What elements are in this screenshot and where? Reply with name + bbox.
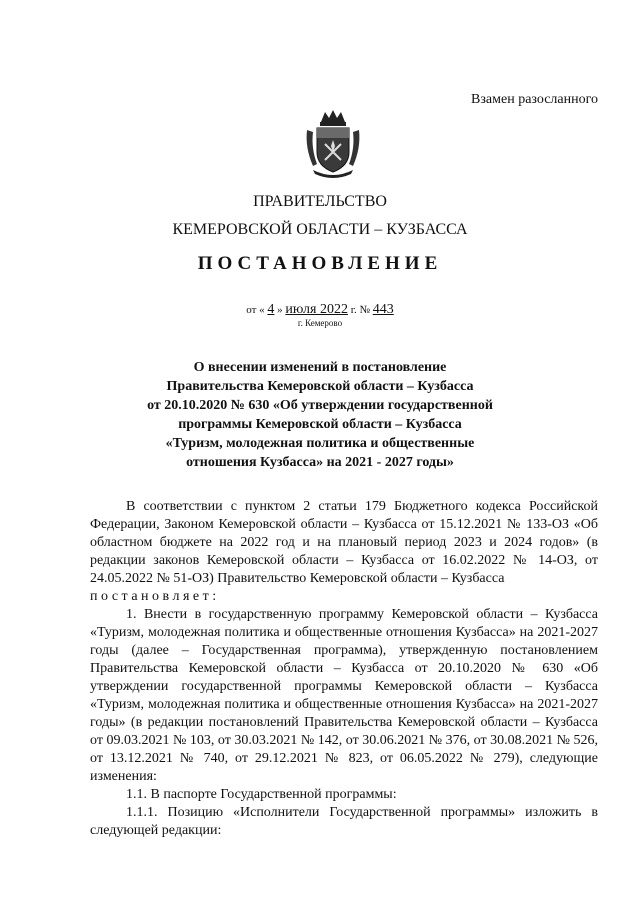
- authority-line-1: ПРАВИТЕЛЬСТВО: [253, 193, 387, 210]
- paragraph-preamble: В соответствии с пунктом 2 статьи 179 Бюджетного кодекса Российской Федерации, Законом Кемеровской области – Кузбасса от 15.12.2021 № 133-ОЗ «Об областном бюджете на 2022 год и на плановый период 2023 и 2024 годов» (в редакции законов Кемеровской области – Кузбасса от 16.02.2022 № 14-ОЗ, от 24.05.2022 № 51-ОЗ) Правительство Кемеровской области – Кузбасса: [90, 499, 598, 586]
- document-heading: [90, 358, 550, 472]
- document-type: ПОСТАНОВЛЕНИЕ: [197, 253, 443, 274]
- date-day: 4: [267, 302, 275, 317]
- date-prefix: от «: [246, 304, 265, 316]
- date-month-year: июля 2022: [285, 302, 348, 317]
- paragraph-1-1: 1.1. В паспорте Государственной программы:: [126, 787, 397, 802]
- heading-line: от 20.10.2020 № 630 «Об утверждении государственной: [147, 398, 493, 413]
- document-body: [90, 498, 598, 840]
- date-line: [0, 302, 640, 318]
- heading-line: «Туризм, молодежная политика и общественные: [165, 436, 475, 451]
- decree-verb: постановляет:: [90, 589, 220, 604]
- paragraph-1: 1. Внести в государственную программу Кемеровской области – Кузбасса «Туризм, молодежная политика и общественные отношения Кузбасса» на 2021-2027 годы (далее – Государственная программа), утвержденную постановлением Правительства Кемеровской области – Кузбасса от 20.10.2020 № 630 «Об утверждении государственной программы Кемеровской области – Кузбасса «Туризм, молодежная политика и общественные отношения Кузбасса» на 2021-2027 годы» (в редакции постановлений Правительства Кемеровской области – Кузбасса от 09.03.2021 № 103, от 30.03.2021 № 142, от 30.06.2021 № 376, от 30.08.2021 № 526, от 13.12.2021 № 740, от 29.12.2021 № 823, от 06.05.2022 № 279), следующие изменения:: [90, 607, 598, 784]
- heading-line: О внесении изменений в постановление: [193, 360, 447, 375]
- city: г. Кемерово: [297, 318, 343, 328]
- paragraph-1-1-1: 1.1.1. Позицию «Исполнители Государственной программы» изложить в следующей редакции:: [90, 805, 598, 838]
- coat-of-arms-icon: [303, 108, 363, 180]
- date-suffix: г. №: [350, 304, 370, 316]
- heading-line: программы Кемеровской области – Кузбасса: [178, 417, 462, 432]
- doc-number: 443: [372, 302, 394, 317]
- heading-line: Правительства Кемеровской области – Кузбасса: [166, 379, 474, 394]
- authority-line-2: КЕМЕРОВСКОЙ ОБЛАСТИ – КУЗБАССА: [172, 221, 468, 238]
- date-mid: »: [277, 304, 283, 316]
- replacement-note: Взамен разосланного: [471, 92, 598, 107]
- heading-line: отношения Кузбасса» на 2021 - 2027 годы»: [186, 455, 454, 470]
